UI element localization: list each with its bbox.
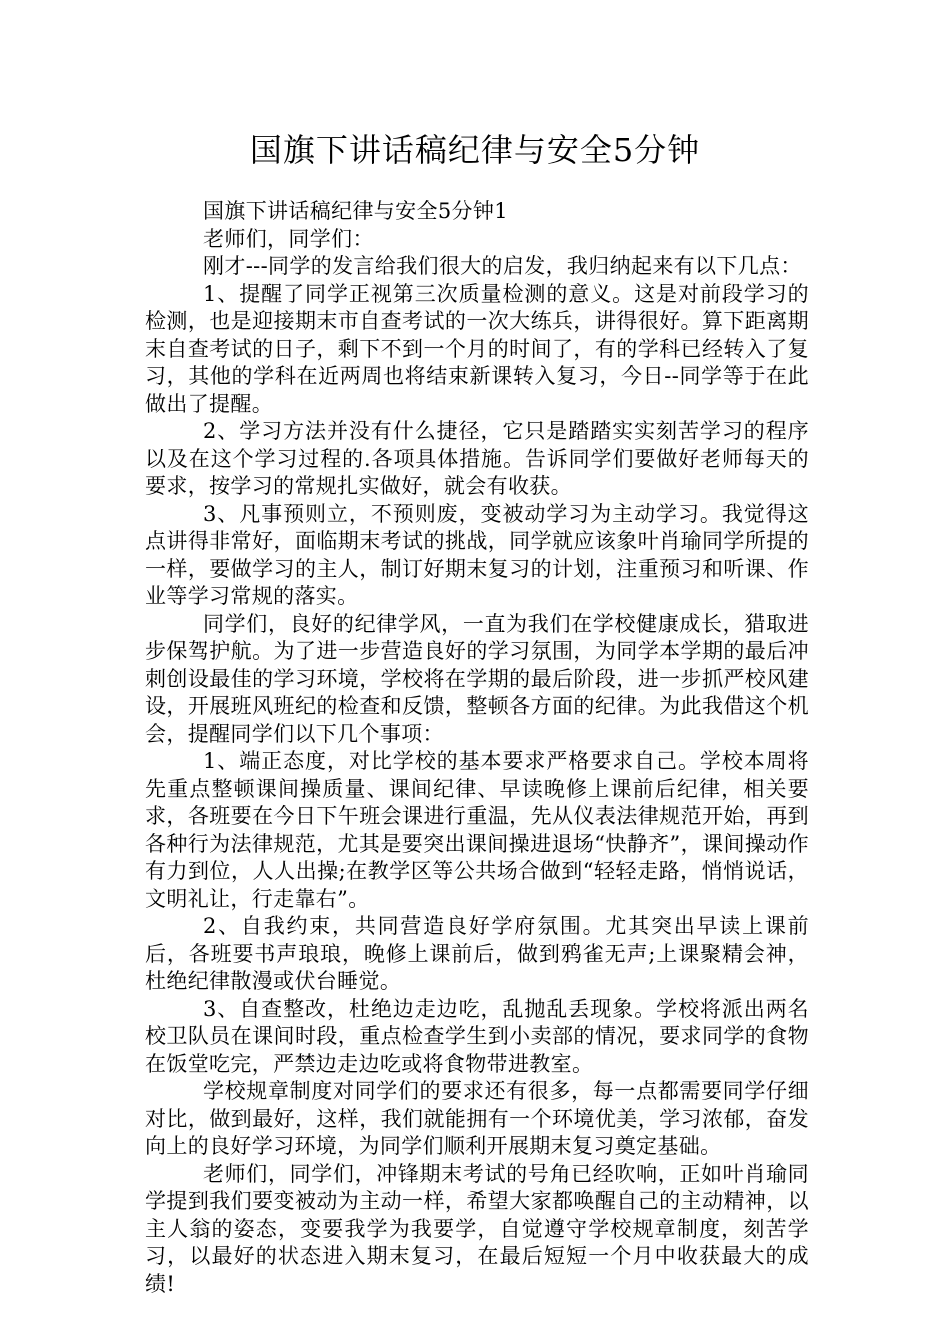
document-title: 国旗下讲话稿纪律与安全5分钟 <box>249 131 701 169</box>
body-paragraph: 1、提醒了同学正视第三次质量检测的意义。这是对前段学习的检测，也是迎接期末市自查考试的一次大练兵，讲得很好。算下距离期末自查考试的日子，剩下不到一个月的时间了，有的学科已经转入了复习，其他的学科在近两周也将结束新课转入复习，今日--同学等于在此做出了提醒。 <box>145 281 809 416</box>
body-paragraph: 2、自我约束，共同营造良好学府氛围。尤其突出早读上课前后，各班要书声琅琅，晚修上课前后，做到鸦雀无声;上课聚精会神，杜绝纪律散漫或伏台睡觉。 <box>145 914 809 993</box>
body-paragraph: 3、凡事预则立，不预则废，变被动学习为主动学习。我觉得这点讲得非常好，面临期末考试的挑战，同学就应该象叶肖瑜同学所提的一样，要做学习的主人，制订好期末复习的计划，注重预习和听课、作业等学习常规的落实。 <box>145 501 809 608</box>
body-paragraph: 3、自查整改，杜绝边走边吃，乱抛乱丢现象。学校将派出两名校卫队员在课间时段，重点检查学生到小卖部的情况，要求同学的食物在饭堂吃完，严禁边走边吃或将食物带进教室。 <box>145 996 809 1076</box>
body-paragraph: 1、端正态度，对比学校的基本要求严格要求自己。学校本周将先重点整顿课间操质量、课间纪律、早读晚修上课前后纪律，相关要求，各班要在今日下午班会课进行重温，先从仪表法律规范开始，再到各种行为法律规范，尤其是要突出课间操进退场“快静齐”，课间操动作有力到位，人人出操;在教学区等公共场合做到“轻轻走路，悄悄说话，文明礼让，行走靠右”。 <box>145 749 809 911</box>
salutation-paragraph: 老师们，同学们： <box>203 226 374 251</box>
body-paragraph: 学校规章制度对同学们的要求还有很多，每一点都需要同学仔细对比，做到最好，这样，我们就能拥有一个环境优美，学习浓郁，奋发向上的良好学习环境，为同学们顺利开展期末复习奠定基础。 <box>145 1079 809 1158</box>
body-paragraph: 2、学习方法并没有什么捷径，它只是踏踏实实刻苦学习的程序以及在这个学习过程的.各项具体措施。告诉同学们要做好老师每天的要求，按学习的常规扎实做好，就会有收获。 <box>145 419 809 498</box>
closing-paragraph: 老师们，同学们，冲锋期末考试的号角已经吹响，正如叶肖瑜同学提到我们要变被动为主动一样，希望大家都唤醒自己的主动精神，以主人翁的姿态，变要我学为我要学，自觉遵守学校规章制度，刻苦学习，以最好的状态进入期末复习，在最后短短一个月中收获最大的成绩! <box>145 1161 809 1296</box>
body-paragraph: 同学们，良好的纪律学风，一直为我们在学校健康成长，猎取进步保驾护航。为了进一步营造良好的学习氛围，为同学本学期的最后冲刺创设最佳的学习环境，学校将在学期的最后阶段，进一步抓严校风建设，开展班风班纪的检查和反馈，整顿各方面的纪律。为此我借这个机会，提醒同学们以下几个事项： <box>145 611 809 746</box>
subtitle-paragraph: 国旗下讲话稿纪律与安全5分钟1 <box>203 199 508 223</box>
body-paragraph: 刚才---同学的发言给我们很大的启发，我归纳起来有以下几点： <box>203 254 802 278</box>
document-body <box>145 198 809 1298</box>
